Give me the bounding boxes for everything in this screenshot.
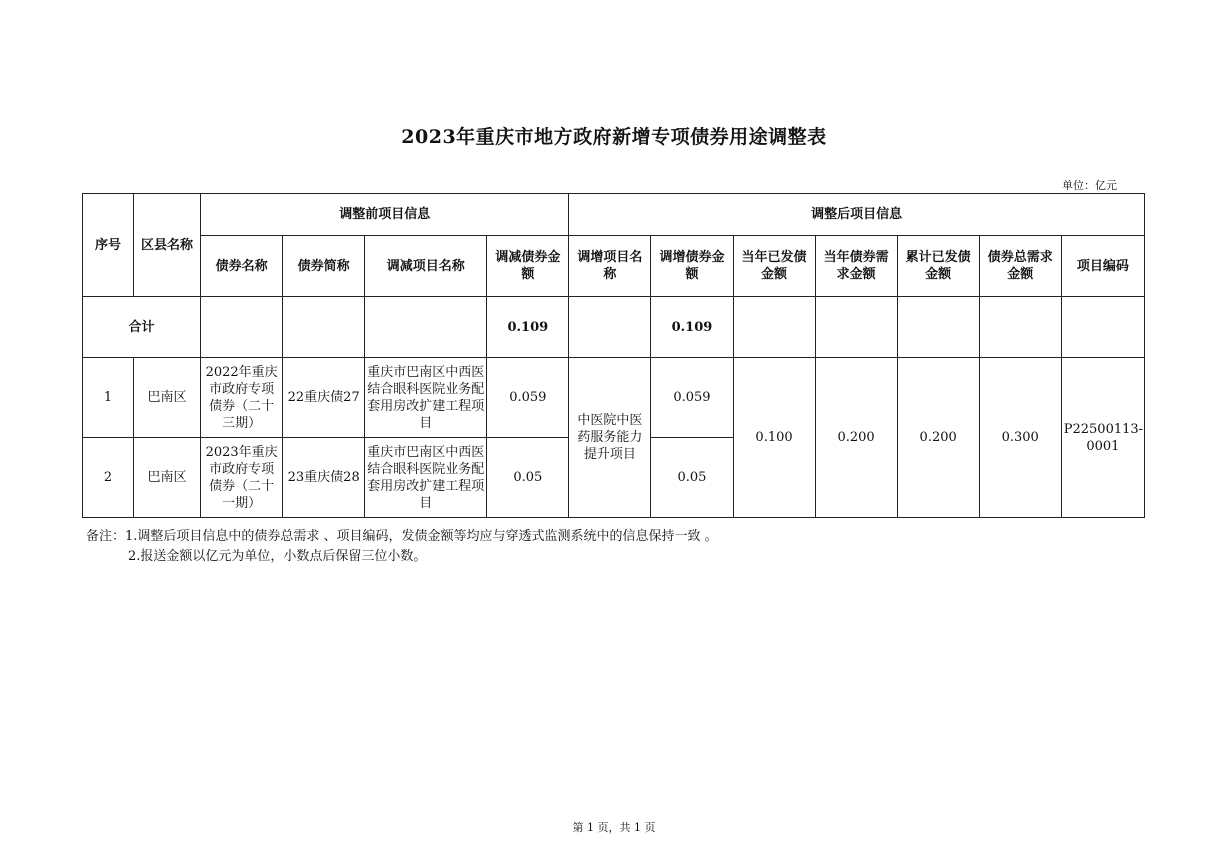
header-demand-this-year: 当年债券需求金额 [815,236,897,297]
total-reduce-project [365,297,487,358]
header-project-code: 项目编码 [1061,236,1144,297]
total-issued-cumulative [897,297,979,358]
header-seq: 序号 [83,194,134,297]
header-before-group: 调整前项目信息 [201,194,569,236]
total-issued-this-year [733,297,815,358]
merged-issued-cumulative: 0.200 [897,358,979,518]
total-reduce-amount: 0.109 [487,297,569,358]
unit-label: 单位：亿元 [1062,179,1117,192]
total-demand-this-year [815,297,897,358]
header-issued-this-year: 当年已发债金额 [733,236,815,297]
header-district: 区县名称 [134,194,201,297]
header-reduce-amount: 调减债券金额 [487,236,569,297]
header-issued-cumulative: 累计已发债金额 [897,236,979,297]
row-seq: 2 [83,438,134,518]
header-bond-name: 债券名称 [201,236,283,297]
header-row-1 [83,194,1145,236]
merged-increase-project: 中医院中医药服务能力提升项目 [569,358,651,518]
total-increase-amount: 0.109 [651,297,733,358]
notes [86,527,718,567]
row-bond-short: 22重庆债27 [283,358,365,438]
total-label: 合计 [83,297,201,358]
header-increase-project: 调增项目名称 [569,236,651,297]
total-project-code [1061,297,1144,358]
row-bond-name: 2022年重庆市政府专项债券（二十三期） [201,358,283,438]
note-line-2: 2.报送金额以亿元为单位，小数点后保留三位小数。 [128,549,427,564]
header-after-group: 调整后项目信息 [569,194,1145,236]
row-bond-short: 23重庆债28 [283,438,365,518]
header-row-2 [83,236,1145,297]
row-seq: 1 [83,358,134,438]
total-row [83,297,1145,358]
merged-issued-this-year: 0.100 [733,358,815,518]
row-reduce-amount: 0.05 [487,438,569,518]
merged-total-demand: 0.300 [979,358,1061,518]
row-bond-name: 2023年重庆市政府专项债券（二十一期） [201,438,283,518]
table-row [83,358,1145,438]
row-district: 巴南区 [134,438,201,518]
adjustment-table [82,193,1145,518]
header-total-demand: 债券总需求金额 [979,236,1061,297]
merged-project-code: P22500113-0001 [1061,358,1144,518]
total-increase-project [569,297,651,358]
merged-demand-this-year: 0.200 [815,358,897,518]
row-reduce-amount: 0.059 [487,358,569,438]
header-increase-amount: 调增债券金额 [651,236,733,297]
row-district: 巴南区 [134,358,201,438]
header-bond-short: 债券简称 [283,236,365,297]
total-bond-short [283,297,365,358]
header-reduce-project: 调减项目名称 [365,236,487,297]
row-increase-amount: 0.059 [651,358,733,438]
row-increase-amount: 0.05 [651,438,733,518]
total-bond-name [201,297,283,358]
total-total-demand [979,297,1061,358]
note-line-1: 备注：1.调整后项目信息中的债券总需求 、项目编码，发债金额等均应与穿透式监测系统中的信息保持一致 。 [86,529,718,544]
page-footer: 第 1 页，共 1 页 [572,821,656,834]
page-title: 2023年重庆市地方政府新增专项债券用途调整表 [401,126,827,148]
row-reduce-project: 重庆市巴南区中西医结合眼科医院业务配套用房改扩建工程项目 [365,358,487,438]
row-reduce-project: 重庆市巴南区中西医结合眼科医院业务配套用房改扩建工程项目 [365,438,487,518]
